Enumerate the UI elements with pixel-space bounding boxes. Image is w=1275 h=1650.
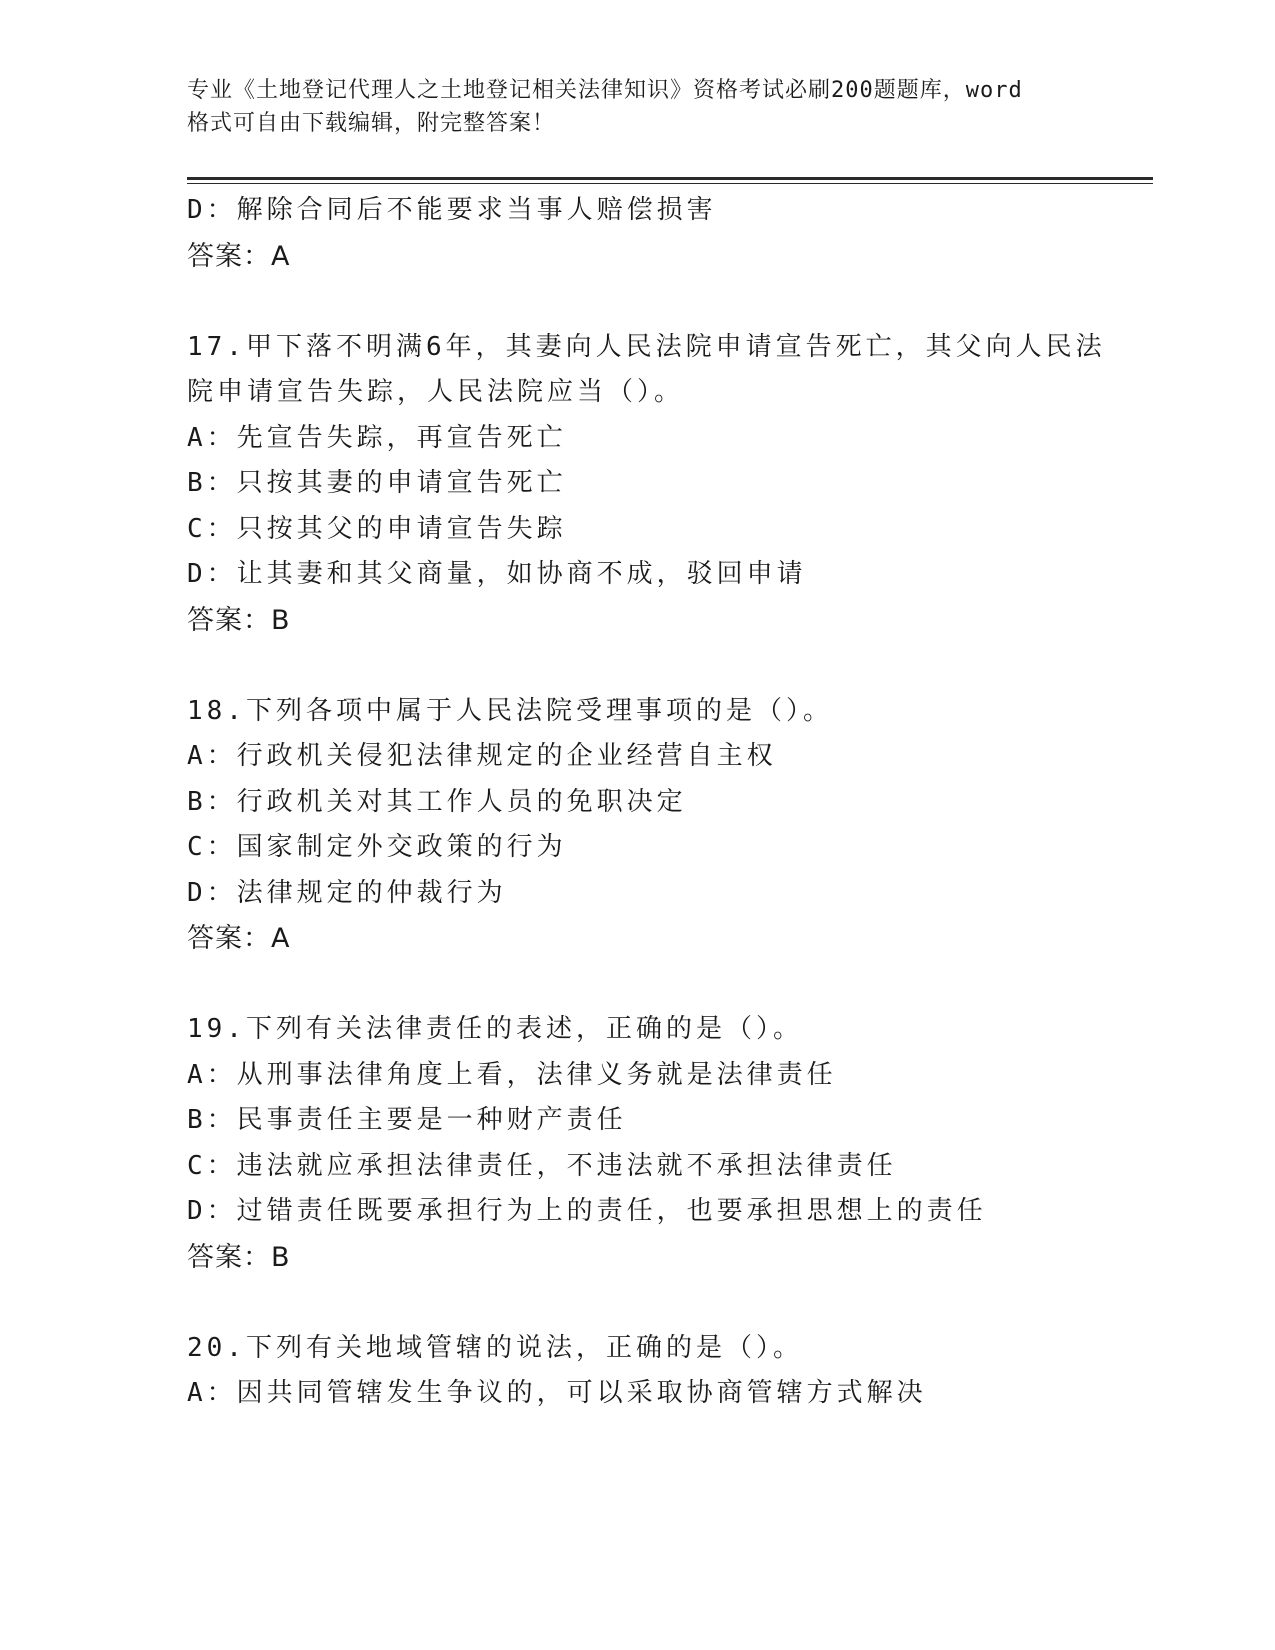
question-stem: 18.下列各项中属于人民法院受理事项的是（）。 <box>187 695 833 726</box>
option-d: D：过错责任既要承担行为上的责任，也要承担思想上的责任 <box>187 1196 987 1226</box>
option-a: A：因共同管辖发生争议的，可以采取协商管辖方式解决 <box>187 1378 927 1408</box>
answer: 答案：B <box>187 604 291 636</box>
question-list <box>187 188 1147 1417</box>
answer-prev: 答案：A <box>187 240 291 272</box>
header-divider-thick <box>187 177 1153 180</box>
option-a: A：从刑事法律角度上看，法律义务就是法律责任 <box>187 1059 837 1090</box>
header-line-1: 专业《土地登记代理人之土地登记相关法律知识》资格考试必刷200题题库，word <box>187 78 1023 103</box>
option-d-prev: D：解除合同后不能要求当事人赔偿损害 <box>187 195 717 225</box>
document-header <box>187 74 1087 140</box>
answer: 答案：A <box>187 923 291 954</box>
option-d: D：法律规定的仲裁行为 <box>187 877 507 908</box>
answer: 答案：B <box>187 1241 291 1273</box>
option-c: C：国家制定外交政策的行为 <box>187 832 567 862</box>
question-stem: 20.下列有关地域管辖的说法，正确的是（）。 <box>187 1332 803 1363</box>
spacer <box>187 279 1147 325</box>
question-17 <box>187 325 1147 644</box>
option-d: D：让其妻和其父商量，如协商不成，驳回申请 <box>187 559 807 589</box>
spacer <box>187 1280 1147 1326</box>
option-b: B：民事责任主要是一种财产责任 <box>187 1105 627 1135</box>
spacer <box>187 643 1147 689</box>
header-line-2: 格式可自由下载编辑，附完整答案！ <box>187 111 556 136</box>
option-b: B：只按其妻的申请宣告死亡 <box>187 468 567 498</box>
spacer <box>187 962 1147 1008</box>
question-19 <box>187 1007 1147 1280</box>
option-a: A：先宣告失踪，再宣告死亡 <box>187 422 567 453</box>
question-stem-continued: 院申请宣告失踪，人民法院应当（）。 <box>187 377 685 407</box>
question-stem: 19.下列有关法律责任的表述，正确的是（）。 <box>187 1014 803 1044</box>
question-18 <box>187 689 1147 962</box>
option-c: C：违法就应承担法律责任，不违法就不承担法律责任 <box>187 1150 897 1181</box>
option-c: C：只按其父的申请宣告失踪 <box>187 513 567 544</box>
question-stem: 17.甲下落不明满6年，其妻向人民法院申请宣告死亡，其父向人民法 <box>187 331 1106 362</box>
header-divider-thin <box>187 183 1153 184</box>
option-a: A：行政机关侵犯法律规定的企业经营自主权 <box>187 741 777 771</box>
question-20 <box>187 1326 1147 1417</box>
option-b: B：行政机关对其工作人员的免职决定 <box>187 786 687 817</box>
